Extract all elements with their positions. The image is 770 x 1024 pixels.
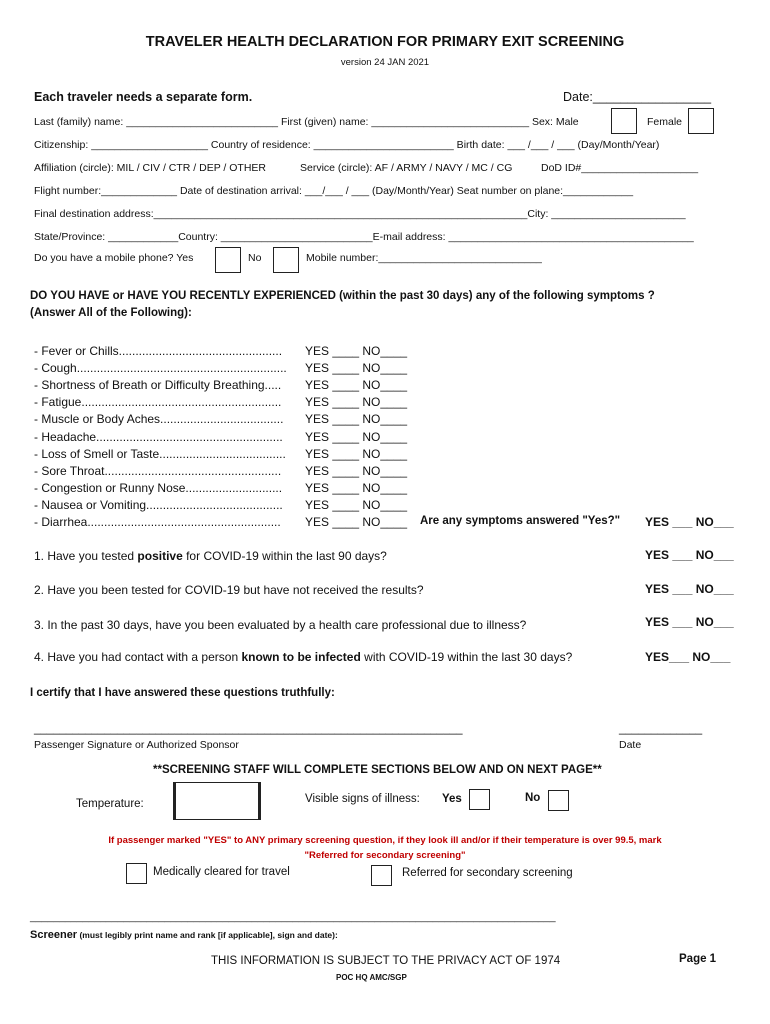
any-symptoms-question: Are any symptoms answered "Yes?" (420, 515, 621, 527)
signature-date-label: Date (619, 739, 642, 751)
question-2: 2. Have you been tested for COVID-19 but have not received the results? (34, 583, 424, 597)
separate-form-note: Each traveler needs a separate form. (34, 90, 253, 104)
temperature-label: Temperature: (76, 798, 144, 810)
signature-date-line[interactable]: _____________ (619, 723, 703, 735)
final-destination-line[interactable]: Final destination address:________________________________________________________________City: _______________________ (34, 208, 686, 220)
symptom-label: - Muscle or Body Aches..................................... (34, 412, 284, 426)
page-number: Page 1 (679, 953, 717, 965)
flight-line[interactable]: Flight number:_____________ Date of destination arrival: ___/___ / ___ (Day/Month/Year) Seat number on plane:____________ (34, 185, 634, 197)
mobile-number-field[interactable]: Mobile number:____________________________ (306, 252, 542, 264)
symptom-yes-no[interactable]: YES ____ NO____ (305, 481, 408, 495)
male-checkbox[interactable] (611, 108, 637, 134)
any-symptoms-yes-no[interactable]: YES ___ NO___ (645, 515, 734, 529)
screener-line[interactable]: __________________________________________________________________________________________ (30, 911, 556, 923)
symptom-yes-no[interactable]: YES ____ NO____ (305, 447, 408, 461)
referred-secondary-checkbox[interactable] (371, 865, 392, 886)
visible-signs-yes-checkbox[interactable] (469, 789, 490, 810)
symptom-label: - Diarrhea.......................................................... (34, 515, 281, 529)
female-checkbox[interactable] (688, 108, 714, 134)
certify-statement: I certify that I have answered these questions truthfully: (30, 687, 335, 699)
symptoms-header-line1: DO YOU HAVE or HAVE YOU RECENTLY EXPERIENCED (within the past 30 days) any of the following symptoms ? (30, 290, 655, 302)
citizenship-line[interactable]: Citizenship: ____________________ Country of residence: ________________________ Birth date: ___ /___ / ___ (Day/Month/Year) (34, 139, 660, 151)
privacy-notice: THIS INFORMATION IS SUBJECT TO THE PRIVACY ACT OF 1974 (211, 955, 561, 967)
symptom-yes-no[interactable]: YES ____ NO____ (305, 344, 408, 358)
symptom-yes-no[interactable]: YES ____ NO____ (305, 515, 408, 529)
mobile-yes-checkbox[interactable] (215, 247, 241, 273)
name-line[interactable]: Last (family) name: __________________________ First (given) name: ___________________________ Sex: Male (34, 116, 579, 128)
mobile-question: Do you have a mobile phone? Yes (34, 252, 194, 264)
screener-note: (must legibly print name and rank [if applicable], sign and date): (77, 930, 338, 940)
question-3-yes-no[interactable]: YES ___ NO___ (645, 615, 734, 629)
screener-label: Screener (30, 929, 78, 941)
dod-id-field[interactable]: DoD ID#____________________ (541, 162, 699, 174)
question-4-yes-no[interactable]: YES___ NO___ (645, 650, 731, 664)
question-2-yes-no[interactable]: YES ___ NO___ (645, 582, 734, 596)
symptom-label: - Cough............................................................... (34, 361, 287, 375)
visible-signs-no-label: No (525, 792, 541, 804)
mobile-no-checkbox[interactable] (273, 247, 299, 273)
female-label: Female (647, 116, 683, 128)
visible-signs-label: Visible signs of illness: (305, 793, 420, 805)
symptom-label: - Sore Throat..................................................... (34, 464, 282, 478)
affiliation-field[interactable]: Affiliation (circle): MIL / CIV / CTR / DEP / OTHER (34, 162, 267, 174)
service-field[interactable]: Service (circle): AF / ARMY / NAVY / MC / CG (300, 162, 513, 174)
mobile-no-label: No (248, 252, 262, 264)
question-1-yes-no[interactable]: YES ___ NO___ (645, 548, 734, 562)
symptoms-header-line2: (Answer All of the Following): (30, 307, 192, 319)
state-country-email-line[interactable]: State/Province: ____________Country: __________________________E-mail address: __________________________________________ (34, 231, 694, 243)
referred-secondary-label: Referred for secondary screening (402, 867, 573, 879)
staff-section-header: **SCREENING STAFF WILL COMPLETE SECTIONS BELOW AND ON NEXT PAGE** (153, 764, 602, 776)
medically-cleared-checkbox[interactable] (126, 863, 147, 884)
poc-label: POC HQ AMC/SGP (336, 973, 407, 982)
symptom-label: - Fatigue............................................................ (34, 395, 282, 409)
symptom-label: - Fever or Chills................................................. (34, 344, 283, 358)
question-4: 4. Have you had contact with a person known to be infected with COVID-19 within the last 30 days? (34, 650, 573, 664)
symptom-yes-no[interactable]: YES ____ NO____ (305, 395, 408, 409)
symptom-yes-no[interactable]: YES ____ NO____ (305, 361, 408, 375)
referral-instruction-line2: "Referred for secondary screening" (304, 850, 466, 861)
screener-caption (30, 929, 338, 941)
temperature-input[interactable] (173, 782, 261, 820)
symptom-yes-no[interactable]: YES ____ NO____ (305, 498, 408, 512)
symptom-yes-no[interactable]: YES ____ NO____ (305, 378, 408, 392)
question-1: 1. Have you tested positive for COVID-19 within the last 90 days? (34, 549, 387, 563)
symptom-yes-no[interactable]: YES ____ NO____ (305, 412, 408, 426)
form-title: TRAVELER HEALTH DECLARATION FOR PRIMARY EXIT SCREENING (145, 34, 625, 50)
symptom-label: - Shortness of Breath or Difficulty Breathing..... (34, 378, 282, 392)
form-version: version 24 JAN 2021 (340, 57, 430, 68)
symptom-label: - Congestion or Runny Nose............................. (34, 481, 283, 495)
medically-cleared-label: Medically cleared for travel (153, 866, 290, 878)
visible-signs-yes-label: Yes (442, 793, 462, 805)
symptom-label: - Nausea or Vomiting......................................... (34, 498, 283, 512)
signature-label: Passenger Signature or Authorized Sponsor (34, 739, 239, 751)
signature-line[interactable]: ___________________________________________________________________ (34, 723, 463, 735)
referral-instruction-line1: If passenger marked "YES" to ANY primary screening question, if they look ill and/or if their temperature is over 99.5, mark (108, 835, 662, 846)
symptom-yes-no[interactable]: YES ____ NO____ (305, 430, 408, 444)
visible-signs-no-checkbox[interactable] (548, 790, 569, 811)
symptom-yes-no[interactable]: YES ____ NO____ (305, 464, 408, 478)
date-field[interactable]: Date:_________________ (563, 90, 712, 104)
symptom-label: - Loss of Smell or Taste...................................... (34, 447, 286, 461)
symptom-label: - Headache........................................................ (34, 430, 283, 444)
question-3: 3. In the past 30 days, have you been evaluated by a health care professional due to illness? (34, 618, 527, 632)
